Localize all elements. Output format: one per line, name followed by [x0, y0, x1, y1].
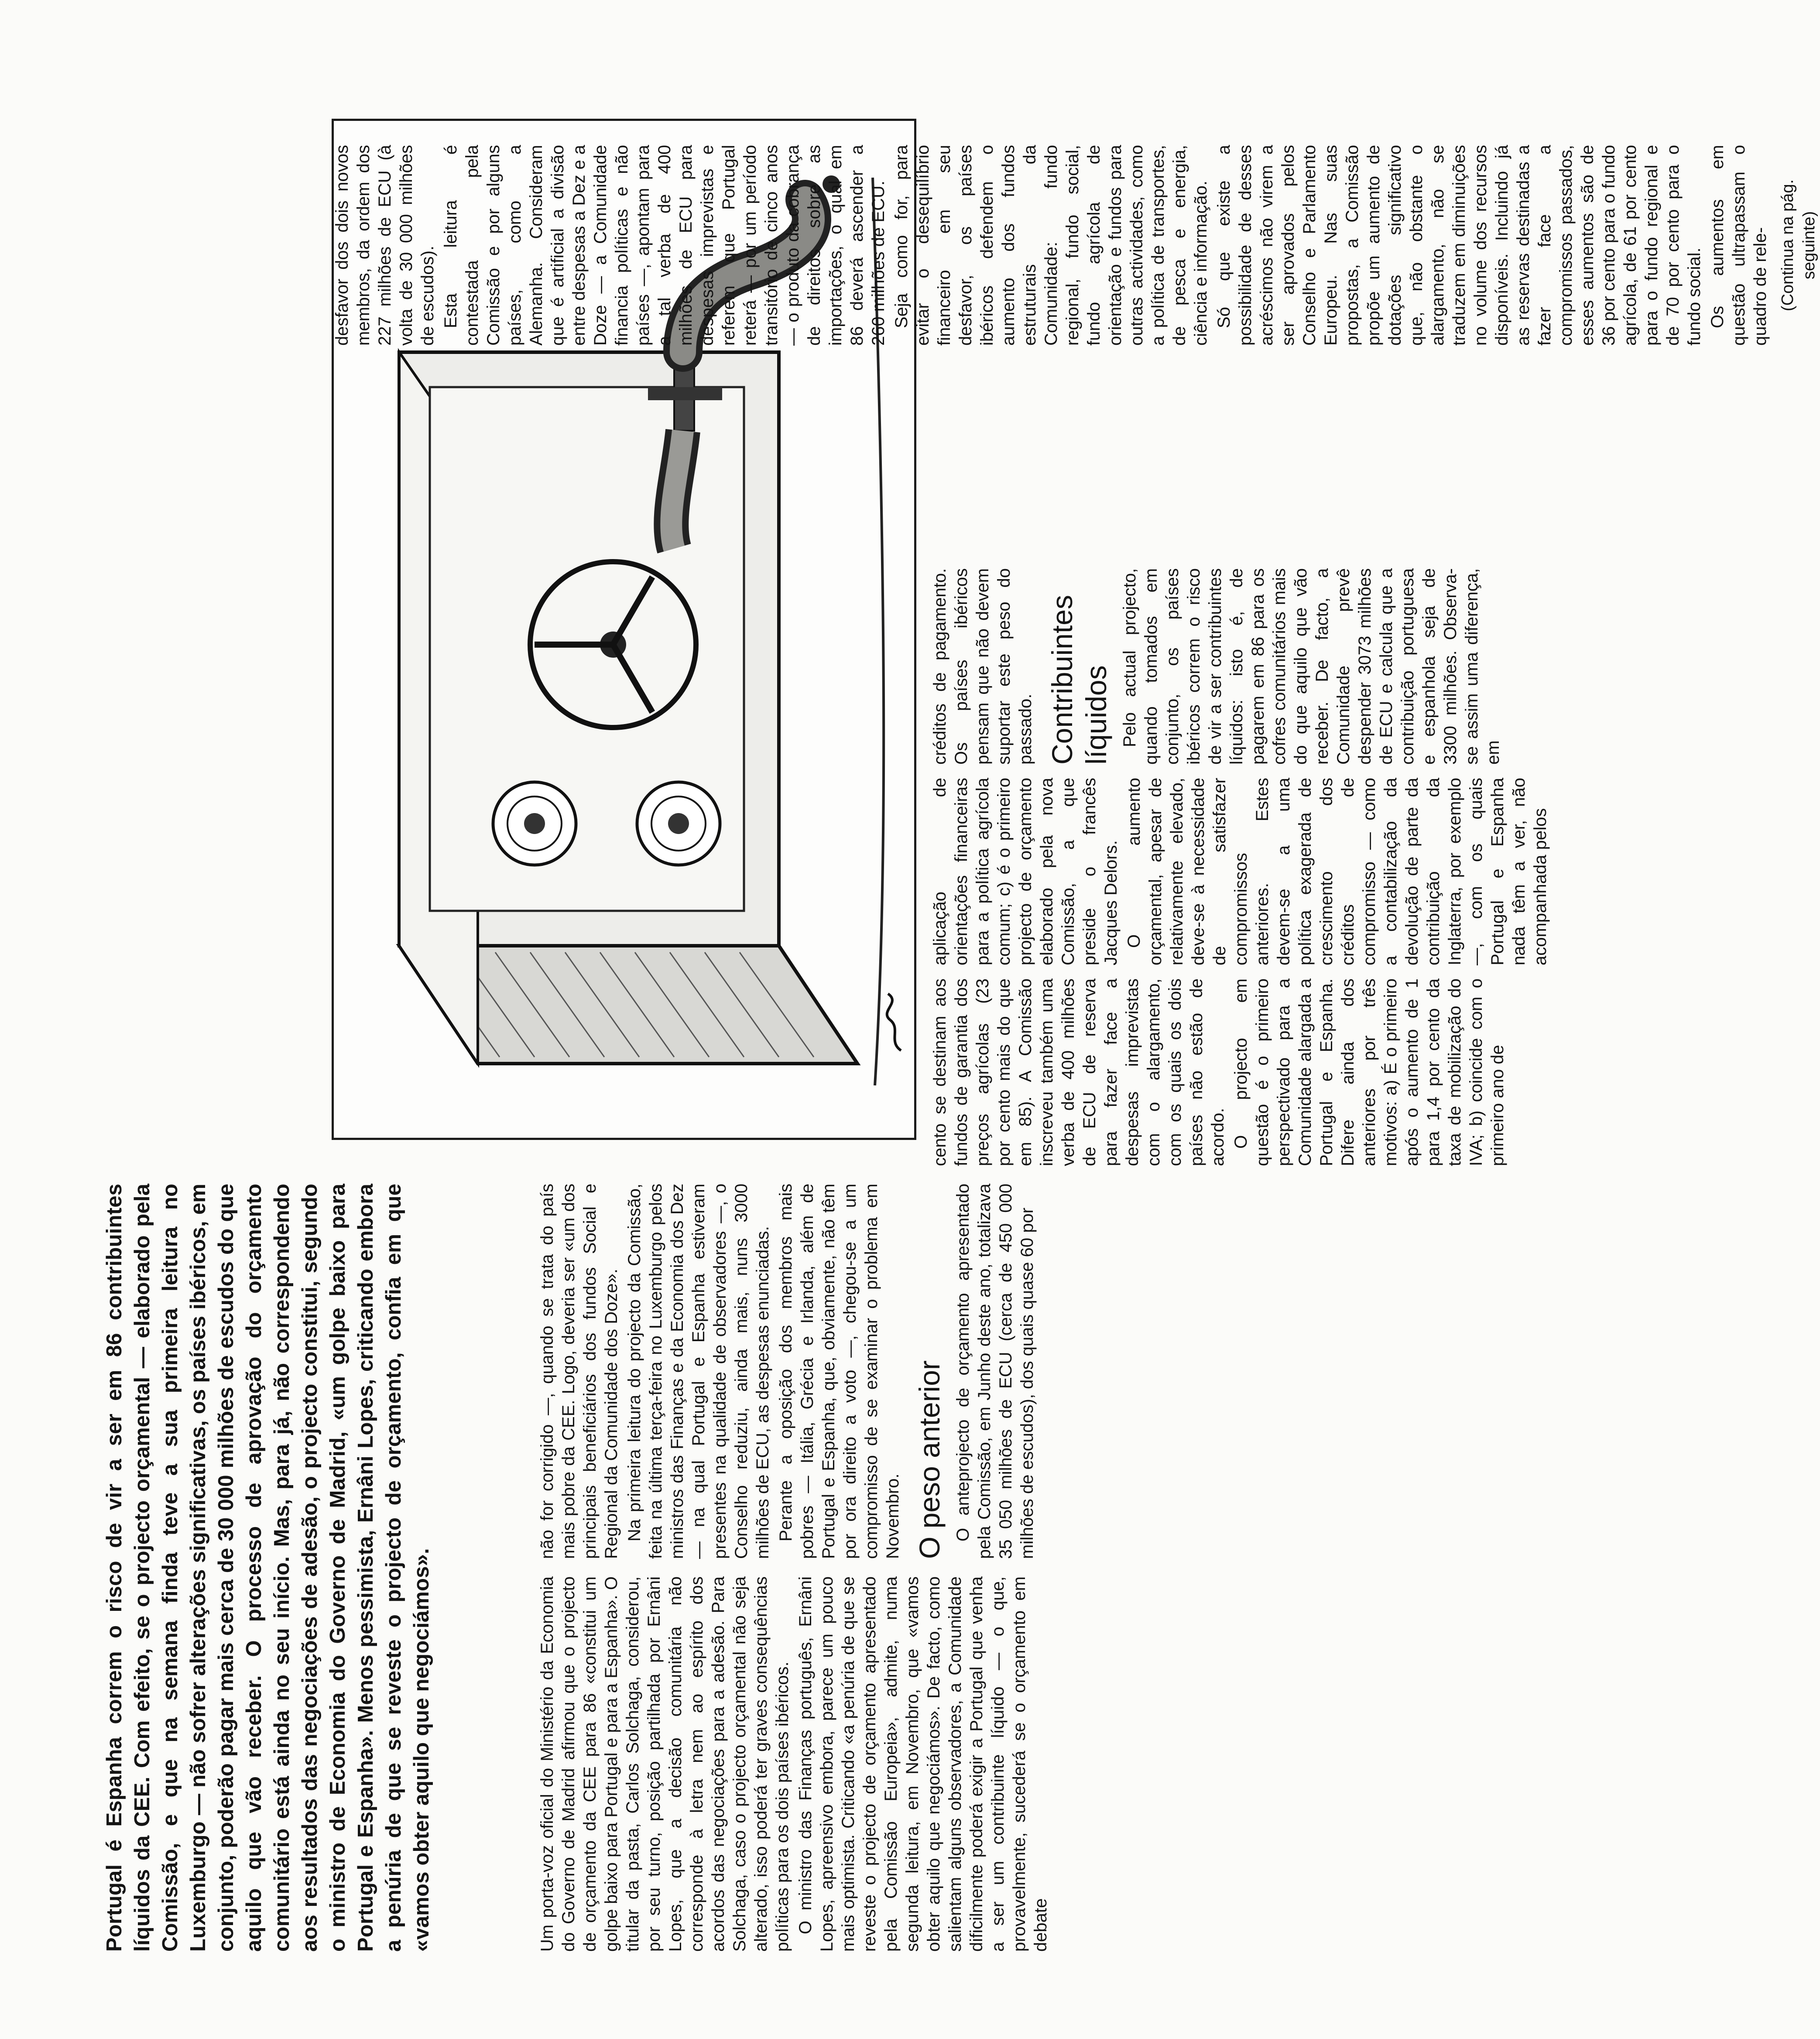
article-column-1	[537, 1576, 1418, 1952]
lead-paragraph: Portugal é Espanha correm o risco de vir a ser em 86 contribuintes líquidos da CEE. Com efeito, se o projecto orçamental — elaborado pela Comissão, e que na semana finda teve a sua primeira leitura no Luxemburgo — não sofrer alterações significativas, os países ibéricos, em conjunto, poderão pagar mais cerca de 30 000 milhões de escudos do que aquilo que vão receber. O processo de aprovação do orçamento comunitário está ainda no seu início. Mas, para já, não correspondendo aos resultados das negociações de adesão, o projecto constitui, segundo o ministro de Economia do Governo de Madrid, «um golpe baixo para Portugal e Espanha». Menos pessimista, Ernâni Lopes, criticando embora a penúria de que se reveste o projecto de orçamento, confia em que «vamos obter aquilo que negociámos».	[103, 1184, 433, 1952]
article-column-6	[332, 145, 1818, 346]
subheading-contribuintes-liquidos: Contribuintes líquidos	[1046, 595, 1112, 765]
article-column-2	[537, 1184, 1418, 1559]
paragraph: não for corrigido —, quando se trata do país mais pobre da CEE. Logo, deveria ser «um dos principais beneficiários dos fundos Social e Regional da Comunidade dos Doze».	[538, 1184, 621, 1559]
paragraph: O projecto em questão é o primeiro perspectivado para a Comunidade alargada a Portugal e Espanha. Difere ainda dos anteriores por três motivos: a) É o primeiro após o aumento de 1 para 1,4 por cento da taxa de mobilização do IVA; b) coincide com o primeiro ano de	[1231, 978, 1507, 1166]
paragraph: Pelo actual projecto, quando tomados em conjunto, os países ibéricos correm o risco de vir a ser contribuintes líquidos: isto é, de pagarem em 86 para os cofres comunitários mais do que aquilo que vão receber. De facto, a Comunidade prevê despender 3073 milhões de ECU e calcula que a contribuição portuguesa e espanhola seja de 3300 milhões. Observa-se assim uma diferença, em	[1120, 568, 1503, 765]
paragraph: O anteprojecto de orçamento apresentado pela Comissão, em Junho deste ano, totalizava 35 050 milhões de ECU (cerca de 450 000 milhões de escudos), dos quais quase 60 por	[953, 1184, 1037, 1559]
paragraph: Um porta-voz oficial do Ministério da Economia do Governo de Madrid afirmou que o projecto de orçamento da CEE para 86 «constitui um golpe baixo para Portugal e para a Espanha». O titular da pasta, Carlos Solchaga, considerou, por seu turno, posição partilhada por Ernâni Lopes, que a decisão comunitária não corresponde à letra nem ao espírito dos acordos das negociações para a adesão. Para Solchaga, caso o projecto orçamental não seja alterado, isso poderá ter graves consequências políticas para os dois países ibéricos.	[538, 1576, 792, 1952]
continuation-note: (Continua na pág. seguinte)	[1779, 179, 1818, 312]
paragraph: Esta leitura é contestada pela Comissão e por alguns países, como a Alemanha. Consideram que é artificial a divisão entre despesas a Dez e a Doze — a Comunidade financia políticas e não países —, apontam para a tal verba de 400 milhões de ECU para despesas imprevistas e referem que Portugal reterá — por um período transitório de cinco anos — o produto da cobrança de direitos sobre as importações, o qual em 86 deverá ascender a 260 milhões de ECU.	[441, 145, 888, 346]
paragraph: aplicação de orientações financeiras para a política agrícola comum; c) é o primeiro projecto de orçamento elaborado pela nova Comissão, a que preside o francês Jacques Delors.	[930, 778, 1121, 965]
paragraph: Perante a oposição dos membros mais pobres — Itália, Grécia e Irlanda, além de Portugal e Espanha, que, obviamente, não têm por ora direito a voto —, chegou-se a um compromisso de se examinar o problema em Novembro.	[776, 1184, 902, 1559]
paragraph: Seja como for, para evitar o desequilíbrio financeiro em seu desfavor, os países ibéricos defendem o aumento dos fundos estruturais da Comunidade: fundo regional, fundo social, fundo agrícola de orientação e fundos para outras actividades, como a política de transportes, de pesca e energia, ciência e informação.	[892, 145, 1210, 346]
paragraph: desfavor dos dois novos membros, da ordem dos 227 milhões de ECU (à volta de 30 000 milhões de escudos).	[332, 145, 437, 346]
article-column-4	[929, 778, 1550, 965]
safe-dial	[637, 782, 720, 865]
article-column-3	[929, 978, 1507, 1166]
paragraph: Na primeira leitura do projecto da Comissão, feita na última terça-feira no Luxemburgo pelos ministros das Finanças e da Economia dos Dez — na qual Portugal e Espanha estiveram presentes na qualidade de observadores —, o Conselho reduziu, ainda mais, nuns 3000 milhões de ECU, as despesas enunciadas.	[625, 1184, 772, 1559]
safe-dial	[493, 782, 576, 865]
safe-body	[399, 352, 857, 1064]
paragraph: créditos de pagamento. Os países ibéricos pensam que não devem suportar este peso do passado.	[930, 568, 1035, 765]
article-column-5	[929, 568, 1503, 765]
paragraph: Os aumentos em questão ultrapassam o quadro de rele-	[1708, 145, 1770, 346]
paragraph: Só que existe a possibilidade de desses acréscimos não virem a ser aprovados pelos Conselho e Parlamento Europeu. Nas suas propostas, a Comissão propõe um aumento de dotações significativo que, não obstante o alargamento, não se traduzem em diminuições no volume dos recursos disponíveis. Incluindo já as reservas destinadas a fazer face a compromissos passados, esses aumentos são de 36 por cento para o fundo agrícola, de 61 por cento para o fundo regional e de 70 por cento para o fundo social.	[1214, 145, 1704, 346]
subheading-peso-anterior: O peso anterior	[913, 1360, 946, 1559]
paragraph: O ministro das Finanças português, Ernâni Lopes, apreensivo embora, parece um pouco mais optimista. Criticando «a penúria de que se reveste o projecto de orçamento apresentado pela Comissão Europeia», admite, numa segunda leitura, em Novembro, que «vamos obter aquilo que negociámos». De facto, como salientam alguns observadores, a Comunidade dificilmente poderá exigir a Portugal que venha a ser um contribuinte líquido — o que, provavelmente, sucederá se o orçamento em debate	[796, 1576, 1050, 1952]
paragraph: cento se destinam aos fundos de garantia dos preços agrícolas (23 por cento mais do que em 85). A Comissão inscreveu também uma verba de 400 milhões de ECU de reserva para fazer face a despesas imprevistas com o alargamento, com os quais os dois países não estão de acordo.	[930, 978, 1227, 1166]
paragraph: O aumento orçamental, apesar de relativamente elevado, deve-se à necessidade de satisfazer compromissos anteriores. Estes devem-se a uma política exagerada de crescimento dos créditos de compromisso — como a contabilização da devolução de parte da contribuição da Inglaterra, por exemplo —, com os quais Portugal e Espanha nada têm a ver, não acompanhada pelos	[1124, 778, 1550, 965]
